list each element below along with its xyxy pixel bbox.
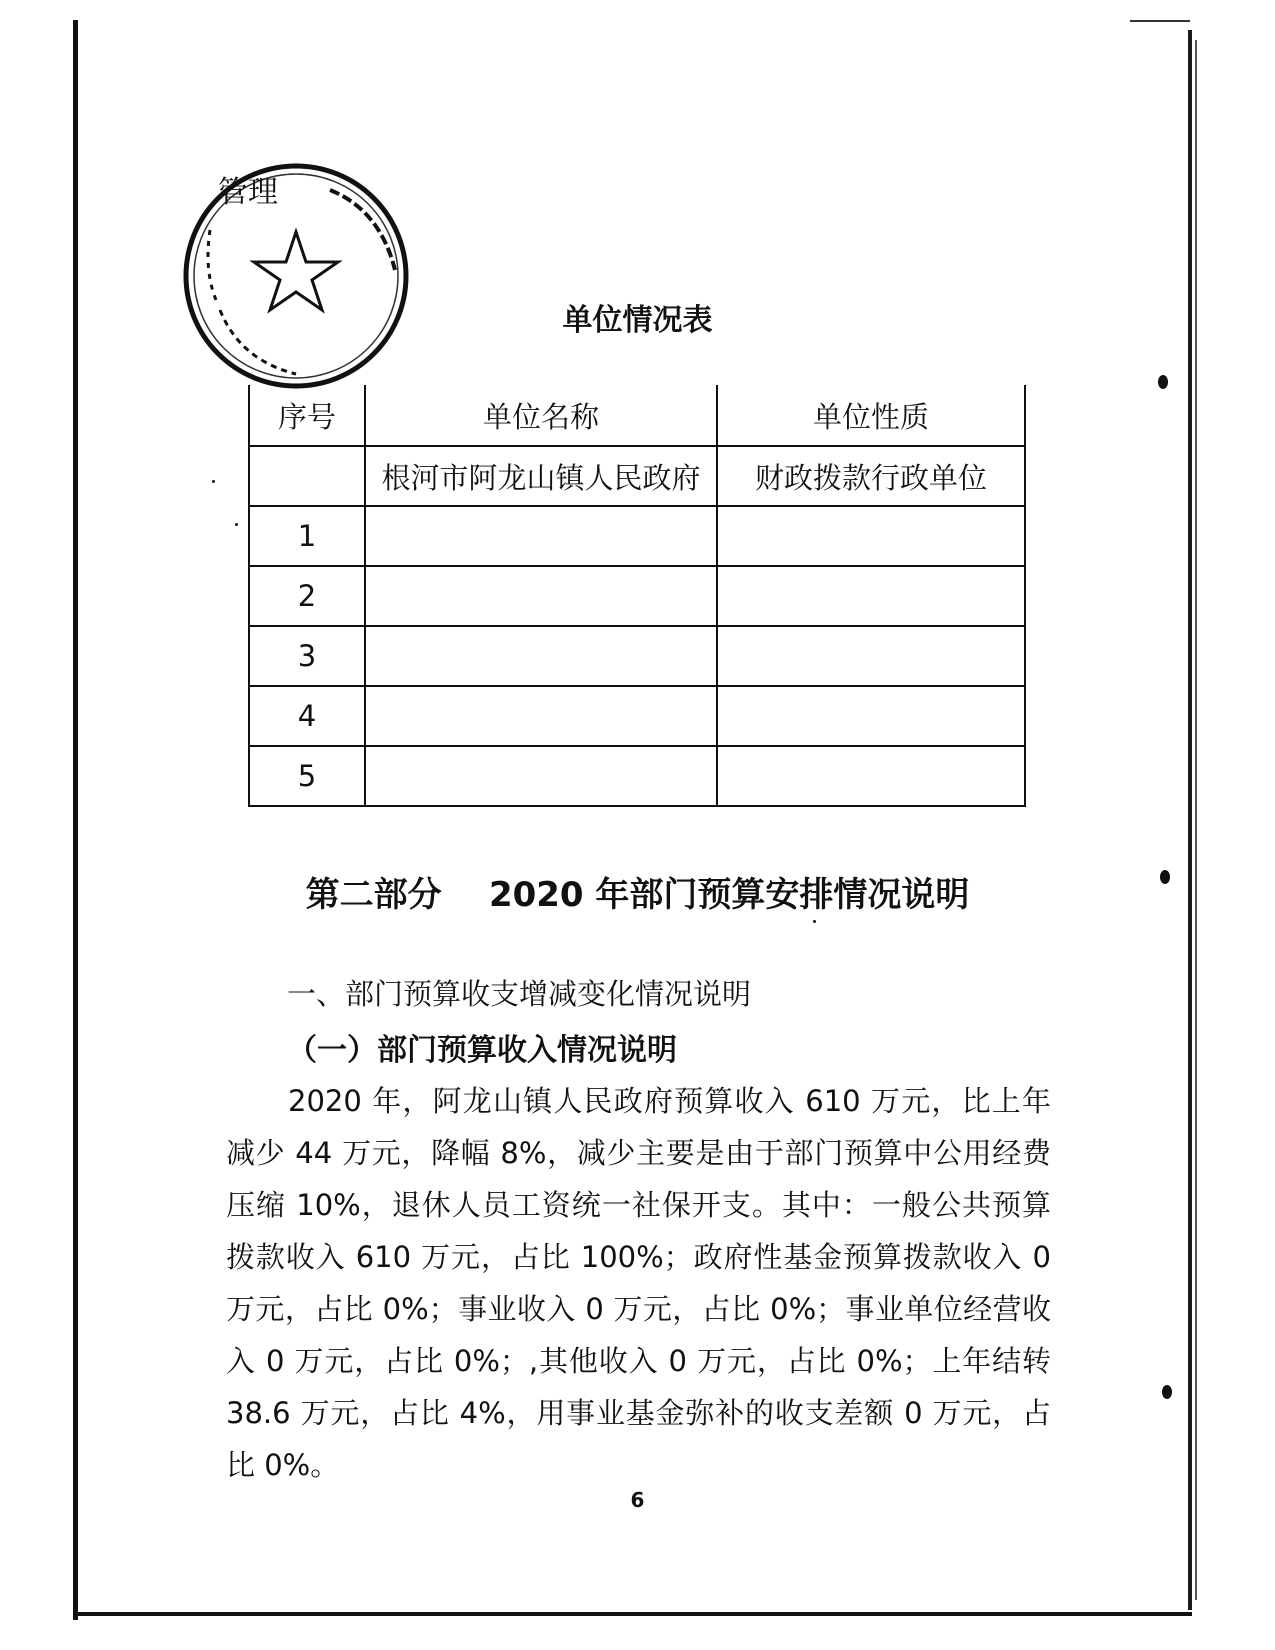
scan-speck: [1158, 375, 1168, 389]
cell-unit-nature: [717, 686, 1025, 746]
scan-speck: [1162, 1385, 1172, 1399]
cell-unit-name: [365, 746, 717, 806]
table-row: [249, 506, 1025, 566]
cell-unit-name: [365, 686, 717, 746]
cell-unit-nature: [717, 626, 1025, 686]
section-title: 第二部分 2020 年部门预算安排情况说明: [305, 875, 970, 915]
cell-serial: 1: [249, 506, 365, 566]
cell-serial: 3: [249, 626, 365, 686]
cell-unit-name: 根河市阿龙山镇人民政府: [365, 446, 717, 506]
table-row: [249, 446, 1025, 506]
scan-mark-top-right: [1130, 20, 1190, 22]
cell-serial: 4: [249, 686, 365, 746]
cell-serial: 5: [249, 746, 365, 806]
cell-unit-nature: 财政拨款行政单位: [717, 446, 1025, 506]
cell-unit-nature: [717, 746, 1025, 806]
scan-speck: [813, 920, 816, 923]
table-row: [249, 626, 1025, 686]
cell-unit-nature: [717, 506, 1025, 566]
heading-level-1: 一、部门预算收支增减变化情况说明: [287, 977, 752, 1011]
cell-unit-name: [365, 626, 717, 686]
scan-border-bottom: [75, 1612, 1192, 1616]
scan-border-right-shadow: [1195, 40, 1197, 1600]
heading-level-2: （一）部门预算收入情况说明: [287, 1033, 677, 1068]
table-header-row: [249, 385, 1025, 446]
scan-speck: [235, 523, 238, 526]
cell-serial: 2: [249, 566, 365, 626]
cell-unit-name: [365, 506, 717, 566]
cell-unit-name: [365, 566, 717, 626]
scan-border-left: [73, 20, 78, 1620]
scan-border-right: [1188, 30, 1192, 1610]
unit-table: [248, 385, 1026, 807]
official-seal-stamp: [180, 160, 412, 392]
table-row: [249, 566, 1025, 626]
header-unit-nature: 单位性质: [717, 385, 1025, 446]
svg-text:管理: 管理: [218, 175, 278, 210]
scan-speck: [212, 480, 215, 483]
page-number: 6: [630, 1488, 645, 1512]
header-serial: 序号: [249, 385, 365, 446]
unit-table-title: 单位情况表: [562, 303, 713, 338]
table-row: [249, 746, 1025, 806]
cell-serial: [249, 446, 365, 506]
table-row: [249, 686, 1025, 746]
body-paragraph: 2020 年，阿龙山镇人民政府预算收入 610 万元，比上年减少 44 万元，降幅 8%，减少主要是由于部门预算中公用经费压缩 10%，退休人员工资统一社保开支。其中：一般公共预算拨款收入 610 万元，占比 100%；政府性基金预算拨款收入 0 万元，占比 0%；事业收入 0 万元，占比 0%；事业单位经营收入 0 万元，占比 0%；,其他收入 0 万元，占比 0%；上年结转 38.6 万元，占比 4%，用事业基金弥补的收支差额 0 万元，占比 0%。: [226, 1084, 1051, 1482]
header-unit-name: 单位名称: [365, 385, 717, 446]
cell-unit-nature: [717, 566, 1025, 626]
